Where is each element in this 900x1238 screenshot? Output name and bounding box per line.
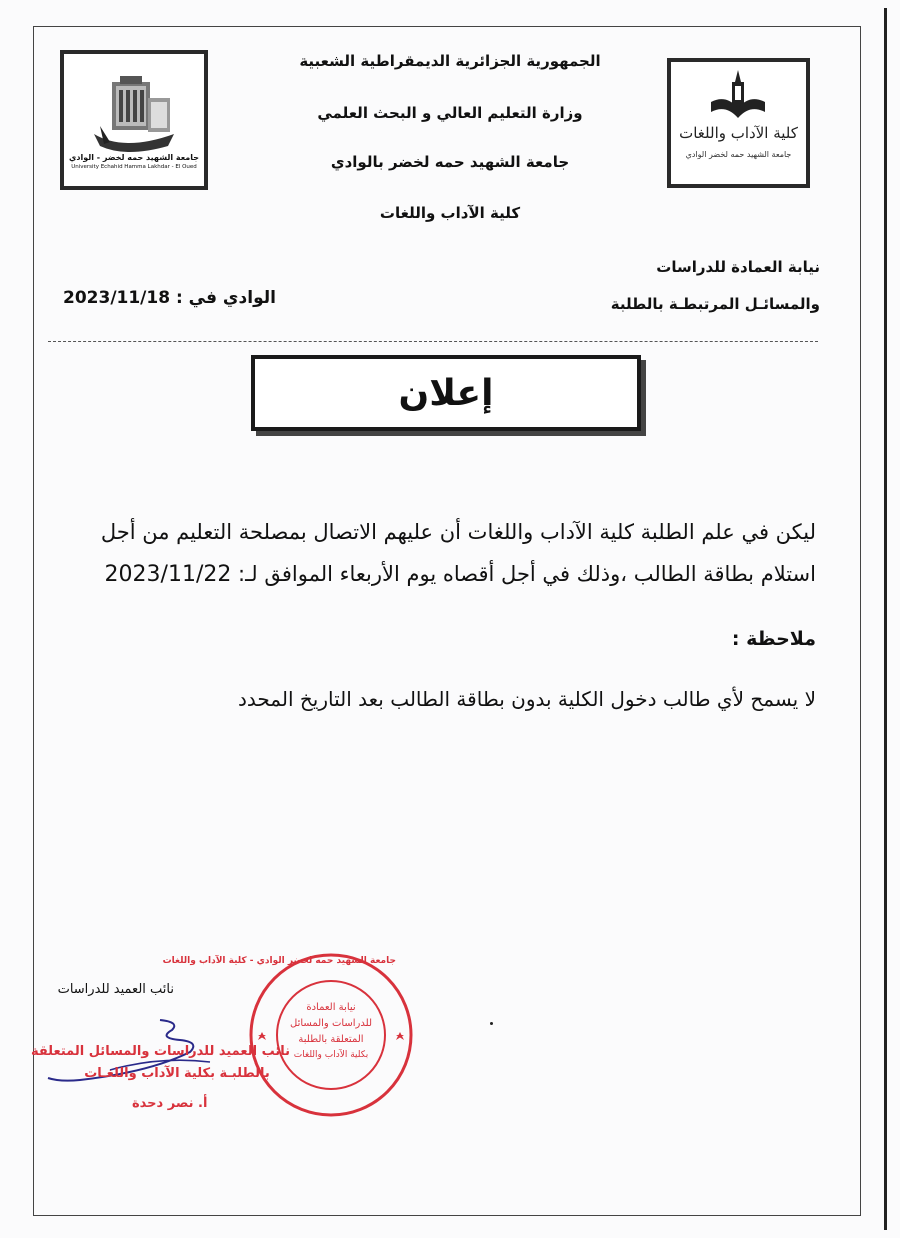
body-line-2: [105, 562, 816, 587]
date-line: [63, 288, 276, 308]
department-line-1: نيابة العمادة للدراسات: [656, 258, 820, 276]
university-logo: [60, 50, 208, 190]
stamp-inner-line-4: بكلية الآداب واللغات: [293, 1050, 369, 1060]
department-line-2: والمسائـل المرتبطـة بالطلبة: [610, 295, 820, 313]
body-line-2-text: استلام بطاقة الطالب ،وذلك في أجل أقصاه يوم الأربعاء الموافق لـ:: [238, 562, 816, 586]
faculty-calligraphy: كلية الآداب واللغات: [679, 124, 798, 142]
faculty-logo-caption: جامعة الشهيد حمه لخضر الوادي: [685, 150, 792, 159]
signatory-name: أ. نصر دحدة: [132, 1096, 208, 1111]
body-line-1: ليكن في علم الطلبة كلية الآداب واللغات أن عليهم الاتصال بمصلحة التعليم من أجل: [100, 520, 816, 544]
faculty-name: كلية الآداب واللغات: [379, 204, 521, 222]
ministry-name: وزارة التعليم العالي و البحث العلمي: [317, 104, 583, 122]
note-text: لا يسمح لأي طالب دخول الكلية بدون بطاقة الطالب بعد التاريخ المحدد: [237, 687, 816, 711]
stamp-line-1: نائب العميد للدراسات والمسائل المتعلقة: [30, 1044, 290, 1059]
signatory-role: نائب العميد للدراسات: [57, 982, 174, 997]
scan-edge: [884, 8, 887, 1230]
date-label: الوادي في :: [175, 288, 276, 308]
stamp-inner-line-3: المتعلقة بالطلبة: [298, 1034, 364, 1045]
stamp-line-2: بالطلبـة بكلية الآداب واللغـات: [84, 1066, 270, 1081]
ink-dot: [490, 1022, 493, 1025]
separator-line: [48, 341, 818, 342]
stamp-outer-text: جامعة الشهيد حمه لخضر الوادي - كلية الآداب واللغات: [162, 956, 396, 966]
announcement-title: إعلان: [398, 372, 494, 414]
deadline-date: 2023/11/22: [104, 562, 232, 587]
university-name: جامعة الشهيد حمه لخضر بالوادي: [330, 153, 570, 171]
announcement-title-box: [251, 355, 641, 431]
note-label: ملاحظة :: [731, 628, 816, 650]
open-book-icon: [671, 62, 806, 184]
republic-name: الجمهورية الجزائرية الديمقراطية الشعبية: [299, 52, 601, 70]
date-value: 2023/11/18: [63, 288, 171, 308]
logo-caption-arabic: جامعة الشهيد حمه لخضر - الوادي: [69, 153, 199, 162]
logo-caption-latin: University Echahid Hamma Lakhdar - El Oued: [71, 164, 197, 170]
stamp-inner-line-1: نيابة العمادة: [306, 1002, 356, 1013]
faculty-logo: [667, 58, 810, 188]
stamp-inner-line-2: للدراسات والمسائل: [290, 1018, 372, 1029]
